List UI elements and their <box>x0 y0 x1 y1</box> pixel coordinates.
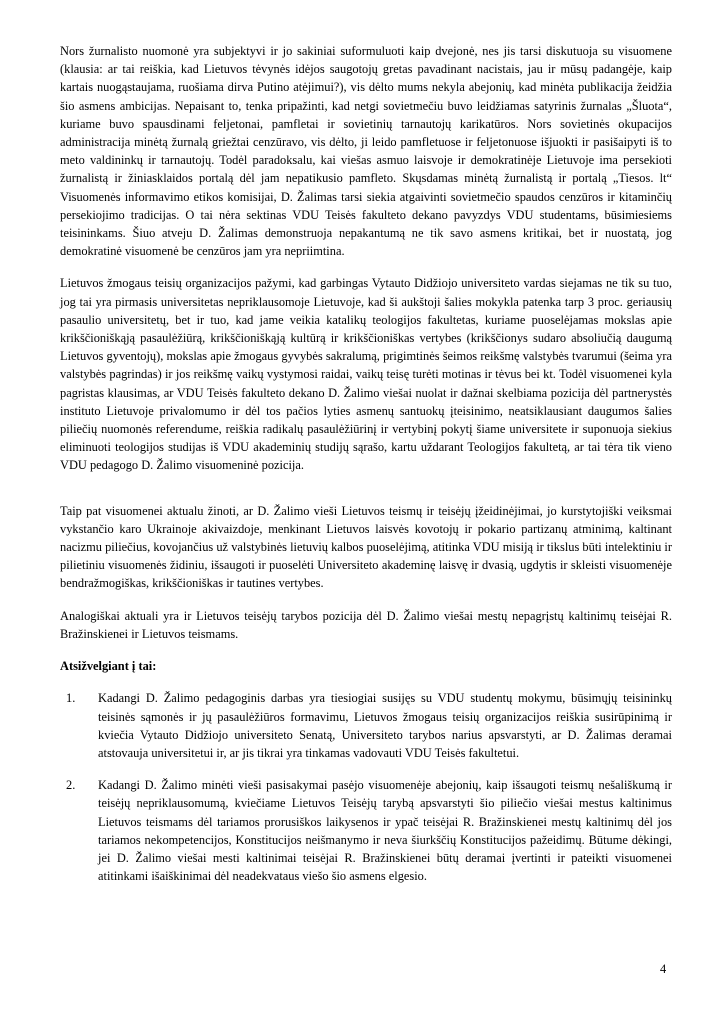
paragraph-spacer <box>60 643 672 657</box>
numbered-list <box>60 689 672 885</box>
paragraph-spacer <box>60 593 672 607</box>
paragraph-human-rights-organizations: Lietuvos žmogaus teisių organizacijos pažymi, kad garbingas Vytauto Didžiojo universiteto vardas siejamas ne tik su tuo, jog tai yra pirmasis universitetas nepriklausomoje Lietuvoje, kad ši aukštoji šalies mokykla patenka tarp 3 proc. geriausių pasaulio universitetų, bet ir tuo, kad jame veikia katalikų teologijos fakultetas, kuriame puoselėjamas mokslas apie krikščioniškąją pasaulėžiūrą, krikščioniškąją kultūrą ir krikščioniškas vertybes (krikščionys sudaro absoliučią daugumą Lietuvos gyventojų), mokslas apie žmogaus gyvybės sakralumą, prigimtinės šeimos reikšmę valstybės tvarumui (šeima yra valstybės pagrindas) ir jos reikšmę vaikų vystymosi raidai, vaikų teisę turėti motinas ir tėvus bei kt. Todėl visuomenei kyla pagristas klausimas, ar VDU Teisės fakulteto dekano D. Žalimo viešai nuolat ir dažnai skelbiama pozicija dėl partnerystės instituto Lietuvoje privalomumo ir dėl tos pačios lyties asmenų santuokų įteisinimo, neatsiklausiant daugumos šalies piliečių nuomonės referendume, reiškia radikalų pasaulėžiūrinį ir vertybinį pokytį šiame universitete ir suponuoja siekius eliminuoti teologijos studijas iš VDU akademinių studijų sąrašo, kartu uždarant Teologijos fakultetą, ar tai tėra tik vieno VDU pedagogo D. Žalimo visuomeninė pozicija. <box>60 276 672 473</box>
section-heading: Atsižvelgiant į tai: <box>60 659 157 674</box>
document-body <box>60 42 672 885</box>
paragraph-spacer <box>60 475 672 502</box>
paragraph-journalist-opinion: Nors žurnalisto nuomonė yra subjektyvi ir jo sakiniai suformuluoti kaip dvejonė, nes jis tarsi diskutuoja su visuomene (klausia: ar tai reiškia, kad Lietuvos tėvynės idėjos saugotojų gretas pavadinant nacistais, jau ir mūsų padangėje, kaip kartais nuogąstaujama, ruošiama dirva Putino atėjimui?), vis dėlto mums nekyla abejonių, kad minėta publikacija žeidžia šio asmens ambicijas. Nepaisant to, tenka pripažinti, kad netgi sovietmečiu buvo leidžiamas satyrinis žurnalas „Šluota“, kuriame buvo spausdinami feljetonai, pamfletai ir sovietinių tarnautojų karikatūros. Nors sovietinės okupacijos administracija minėtą žurnalą griežtai cenzūravo, vis dėlto, ji leido pamfletuose ir feljetonuose išjuokti ir pasišaipyti iš to meto valdininkų ir tarnautojų. Todėl paradoksalu, kai viešas asmuo laisvoje ir demokratinėje Lietuvoje ima persekioti žurnalistą ir žiniasklaidos portalą dėl jam nepatikusio pamfleto. Skųsdamas minėtą žurnalistą ir portalą „Tiesos. lt“ Visuomenės informavimo etikos komisijai, D. Žalimas tarsi siekia atgaivinti sovietmečio spaudos cenzūros ir kitaminčių persekiojimo tradicijas. O tai nėra sektinas VDU Teisės fakulteto dekano pavyzdys VDU studentams, būsimiesiems teisininkams. Šiuo atveju D. Žalimas demonstruoja nepakantumą ne tik savo asmens kritikai, bet ir nuostatą, jog demokratinė visuomenė be cenzūros jam yra nepriimtina. <box>60 44 672 259</box>
list-spacer <box>60 762 672 776</box>
paragraph-public-interest: Taip pat visuomenei aktualu žinoti, ar D. Žalimo vieši Lietuvos teismų ir teisėjų įžeidinėjimai, jo kurstytojiški veiksmai vykstančio karo Ukrainoje akivaizdoje, menkinant Lietuvos laisvės kovotojų ir pokario partizanų atminimą, kaltinant nacizmu piliečius, kovojančius už valstybinės lietuvių kalbos puoselėjimą, atitinka VDU misiją ir tikslus būti intelektiniu ir pilietiniu visuomenės židiniu, išsaugoti ir puoselėti Universiteto akademinę laisvę ir dvasią, ugdytis ir skleisti visuomenėje bendražmogiškas, krikščioniškas ir tautines vertybes. <box>60 503 672 591</box>
page-number: 4 <box>660 962 667 976</box>
list-item <box>60 776 672 885</box>
list-item-text: Kadangi D. Žalimo pedagoginis darbas yra tiesiogiai susijęs su VDU studentų mokymu, būsimųjų teisininkų teisinės sąmonės ir jų pasaulėžiūros formavimu, Lietuvos žmogaus teisių organizacijos reiškia susirūpinimą ir kviečia Vytauto Didžiojo universiteto Senatą, Universiteto tarybos narius apsvarstyti, ar D. Žalimas deramai atstovauja universitetui ir, ar jis tikrai yra tinkamas vadovauti VDU Teisės fakultetui. <box>98 691 672 760</box>
paragraph-spacer <box>60 675 672 689</box>
paragraph-judicial-council: Analogiškai aktuali yra ir Lietuvos teisėjų tarybos pozicija dėl D. Žalimo viešai mestų nepagrįstų kaltinimų teisėjai R. Bražinskienei ir Lietuvos teismams. <box>60 608 672 641</box>
list-item-number: 1. <box>66 691 76 706</box>
list-item-number: 2. <box>66 778 76 793</box>
list-item <box>60 689 672 762</box>
list-item-text: Kadangi D. Žalimo minėti vieši pasisakymai pasėjo visuomenėje abejonių, kaip išsaugoti teismų nešališkumą ir teisėjų nepriklausomumą, kviečiame Lietuvos Teisėjų tarybą apsvarstyti šio piliečio viešai mestus kaltinimus Lietuvos teismams dėl tariamos prorusiškos laikysenos ir ypač teisėjai R. Bražinskienei mestų kaltinimų dėl jos tariamos nekompetencijos, Konstitucijos neišmanymo ir neva šiurkščių Konstitucijos pažeidimų. Būtume dėkingi, jei D. Žalimo viešai mesti kaltinimai teisėjai R. Bražinskienei būtų deramai įvertinti ir pateikti visuomenei atitinkami išaiškinimai dėl neadekvataus viešo šio asmens elgesio. <box>98 778 672 884</box>
paragraph-spacer <box>60 260 672 274</box>
